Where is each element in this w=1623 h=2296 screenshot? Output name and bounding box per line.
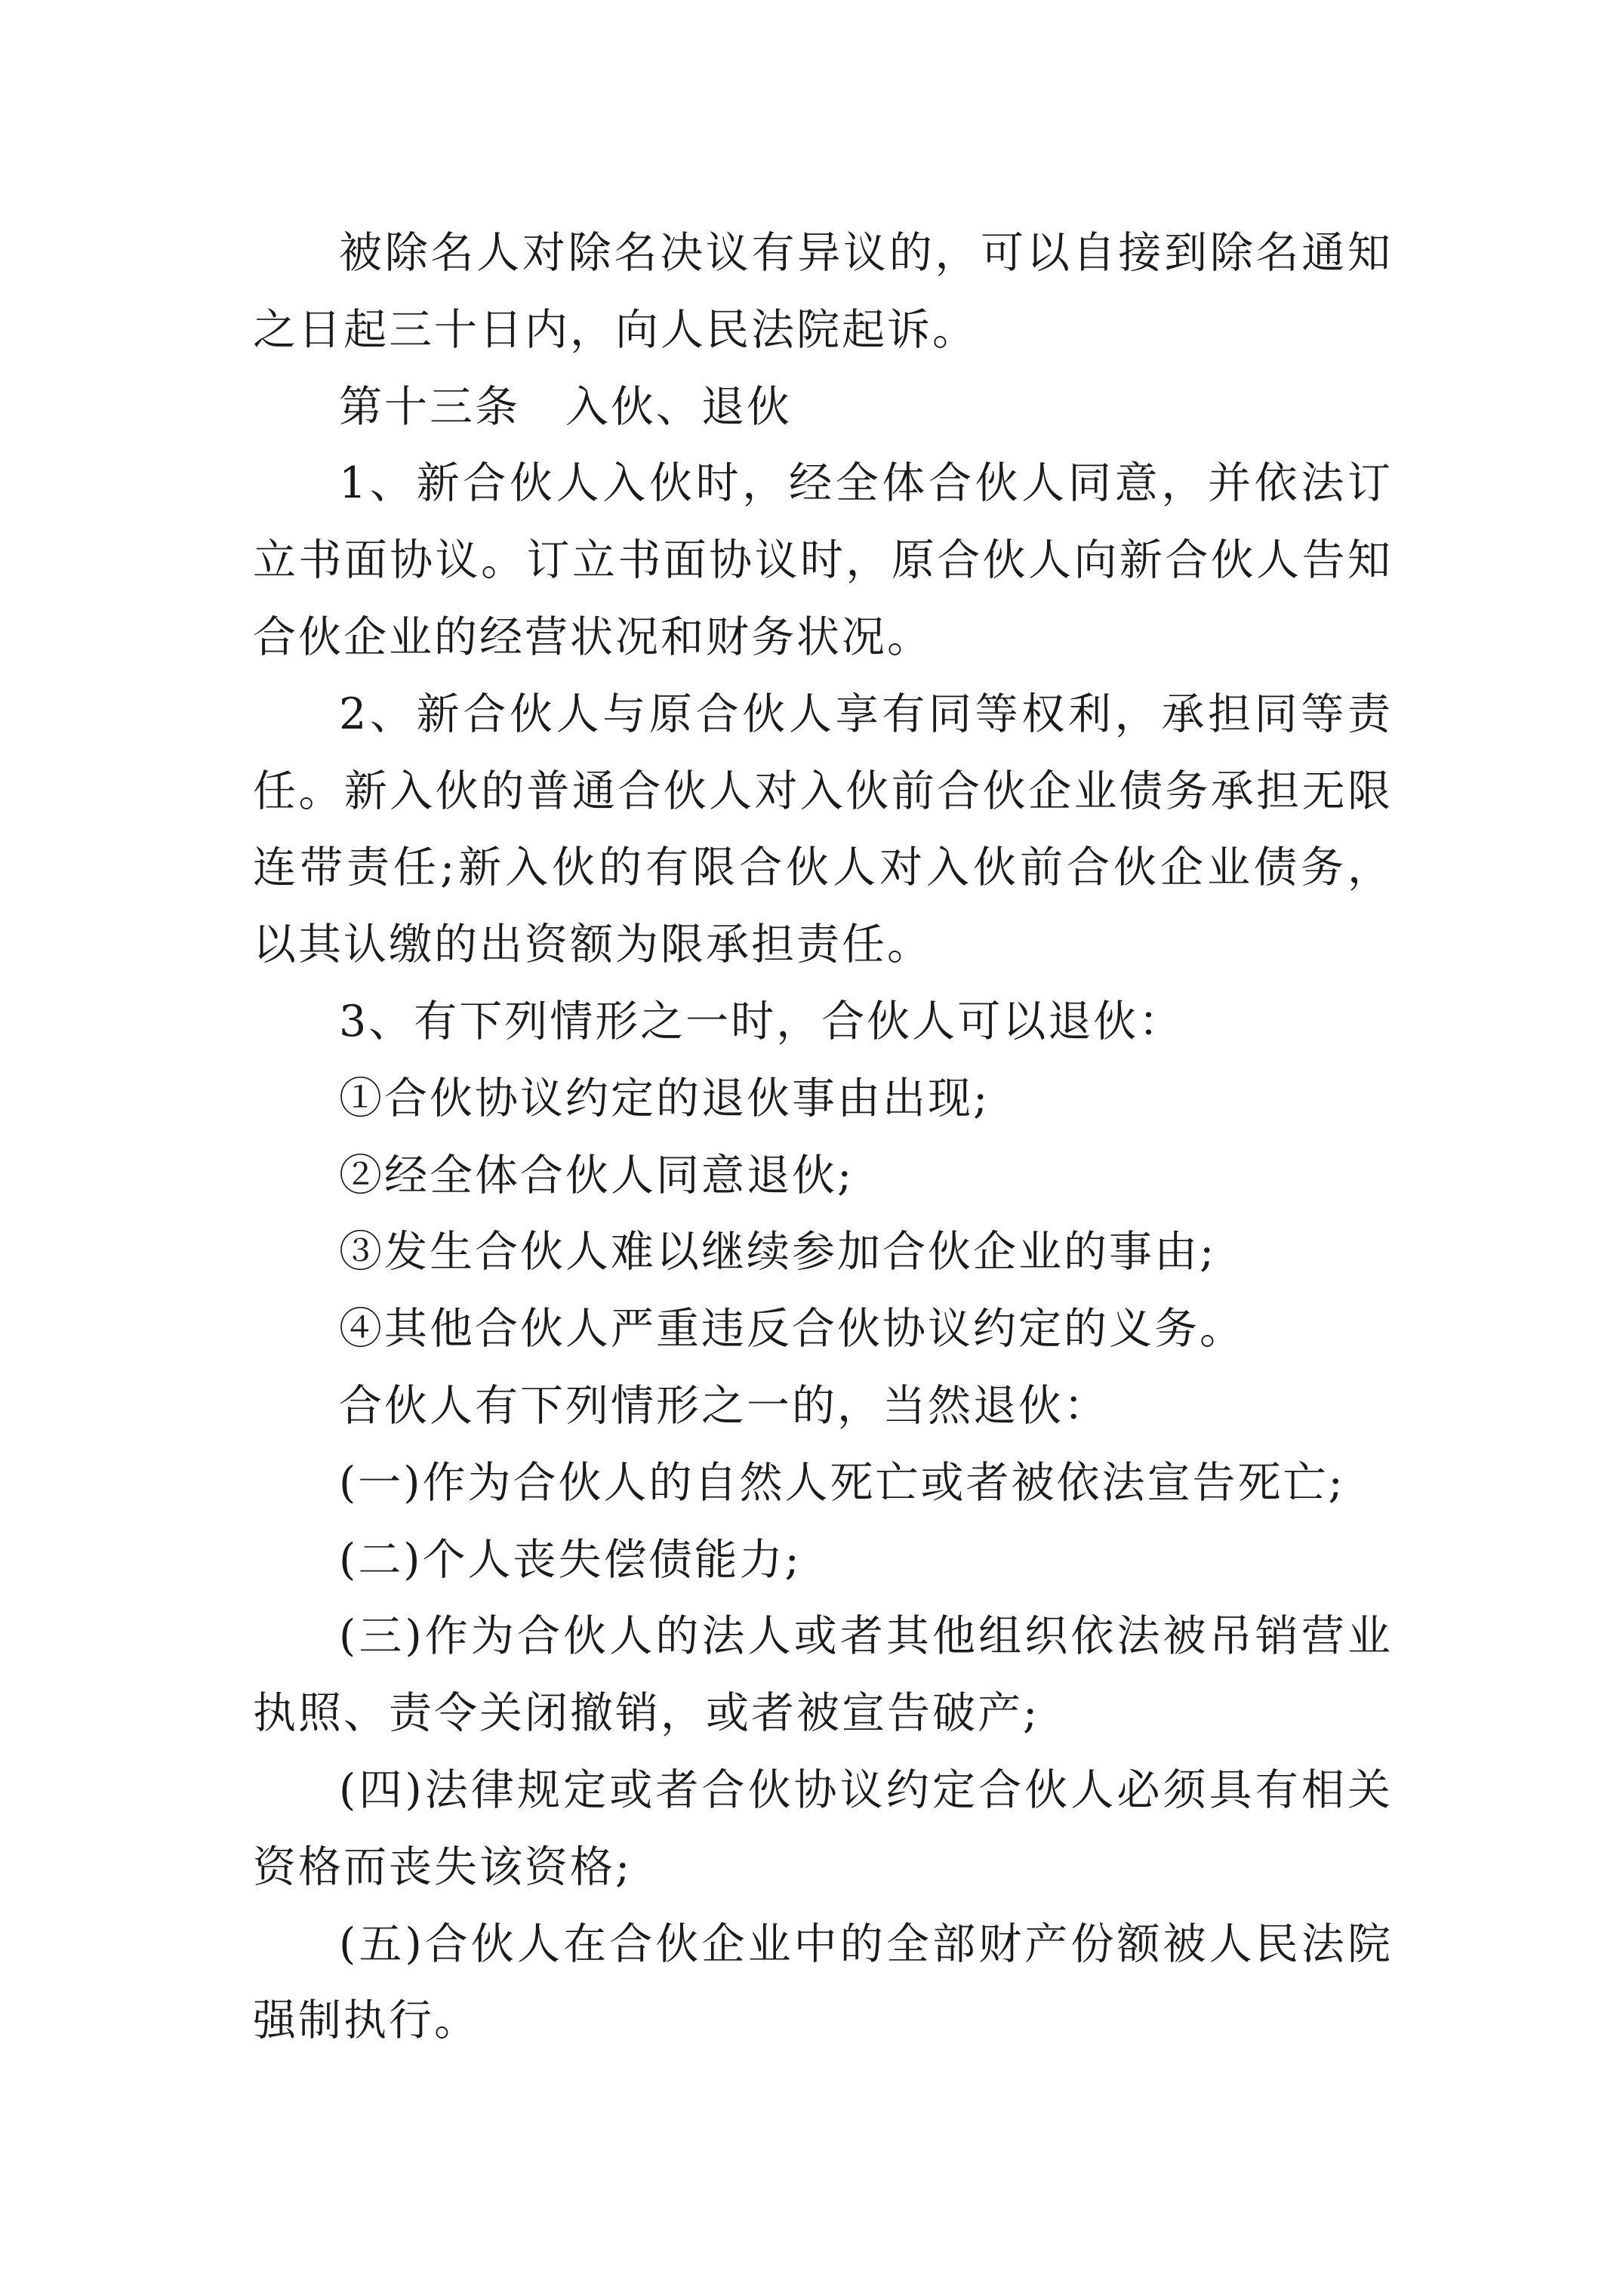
list-item-condition-1: ①合伙协议约定的退伙事由出现;	[339, 1073, 990, 1123]
list-item-condition-2: ②经全体合伙人同意退伙;	[339, 1150, 855, 1200]
list-item-automatic-1: (一)作为合伙人的自然人死亡或者被依法宣告死亡;	[339, 1457, 1345, 1508]
paragraph-equal-rights: 2、新合伙人与原合伙人享有同等权利，承担同等责任。新入伙的普通合伙人对入伙前合伙企业债务承担无限连带责任;新入伙的有限合伙人对入伙前合伙企业债务，以其认缴的出资额为限承担责任。	[253, 689, 1393, 970]
list-item-automatic-5: (五)合伙人在合伙企业中的全部财产份额被人民法院强制执行。	[253, 1918, 1393, 2046]
paragraph-expulsion-objection: 被除名人对除名决议有异议的，可以自接到除名通知之日起三十日内，向人民法院起诉。	[253, 228, 1393, 355]
paragraph-withdrawal-conditions: 3、有下列情形之一时，合伙人可以退伙：	[339, 996, 1184, 1046]
document-body	[253, 215, 1393, 2060]
list-item-condition-4: ④其他合伙人严重违反合伙协议约定的义务。	[339, 1304, 1245, 1354]
paragraph-automatic-withdrawal: 合伙人有下列情形之一的，当然退伙：	[339, 1380, 1109, 1431]
list-item-automatic-2: (二)个人丧失偿债能力;	[339, 1534, 802, 1585]
list-item-automatic-4: (四)法律规定或者合伙协议约定合伙人必须具有相关资格而丧失该资格;	[253, 1764, 1393, 1892]
paragraph-admission-agreement: 1、新合伙人入伙时，经全体合伙人同意，并依法订立书面协议。订立书面协议时，原合伙人向新合伙人告知合伙企业的经营状况和财务状况。	[253, 458, 1393, 662]
list-item-automatic-3: (三)作为合伙人的法人或者其他组织依法被吊销营业执照、责令关闭撤销，或者被宣告破产;	[253, 1611, 1393, 1739]
article-13-heading: 第十三条 入伙、退伙	[339, 381, 792, 432]
list-item-condition-3: ③发生合伙人难以继续参加合伙企业的事由;	[339, 1227, 1217, 1277]
